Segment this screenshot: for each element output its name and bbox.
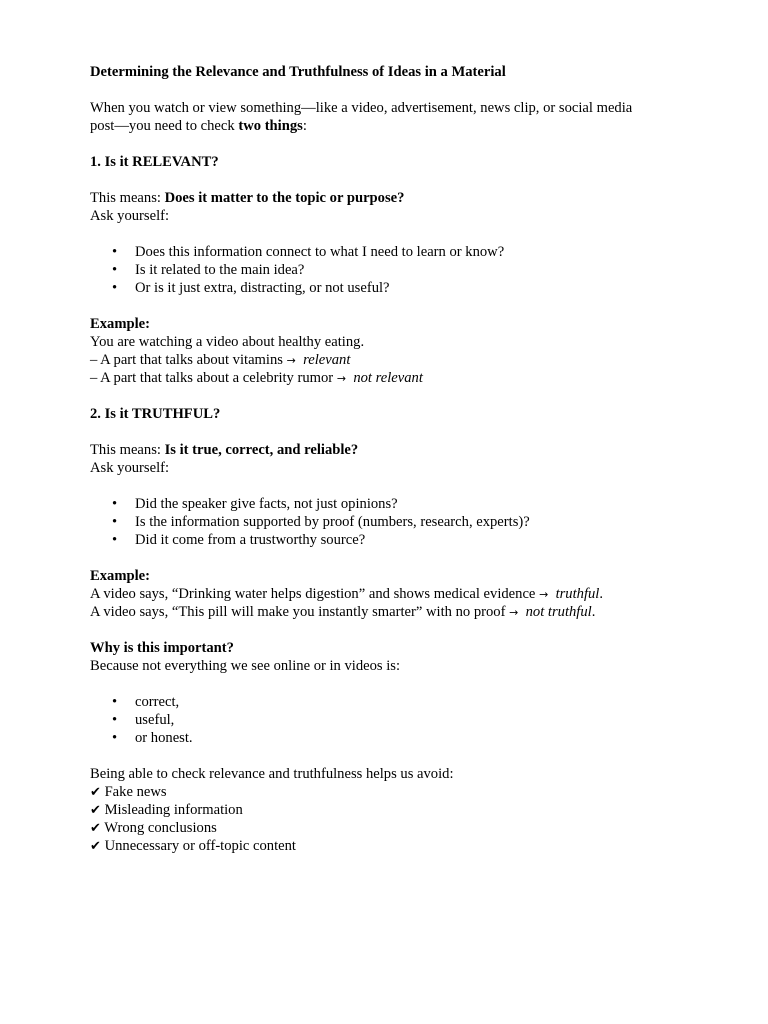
checkmark-icon: ✔ [90, 821, 101, 836]
arrow-icon: → [539, 588, 549, 601]
truthful-example-line-2: A video says, “This pill will make you instantly smarter” with no proof → not truthful. [90, 604, 596, 620]
relevant-heading: 1. Is it RELEVANT? [90, 154, 219, 170]
checkmark-icon: ✔ [90, 803, 101, 818]
relevant-example-line-3: – A part that talks about a celebrity rumor → not relevant [90, 370, 423, 386]
bullet-icon: • [112, 532, 118, 548]
bullet-icon: • [112, 514, 118, 530]
list-item: • Is the information supported by proof (numbers, research, experts)? [112, 514, 530, 530]
relevant-example-line-1: You are watching a video about healthy eating. [90, 334, 365, 350]
bullet-icon: • [112, 694, 118, 710]
checklist-item: ✔ Fake news [90, 784, 167, 800]
intro-line-2: post—you need to check two things: [90, 118, 307, 134]
list-item: • useful, [112, 712, 175, 728]
arrow-icon: → [286, 354, 296, 367]
relevant-example-label: Example: [90, 316, 150, 332]
importance-bullet-list [90, 693, 690, 747]
intro-line-1: When you watch or view something—like a video, advertisement, news clip, or social media [90, 100, 633, 116]
arrow-icon: → [509, 606, 519, 619]
checklist-item: ✔ Unnecessary or off-topic content [90, 838, 296, 854]
truthful-means: This means: Is it true, correct, and reliable? [90, 442, 359, 458]
arrow-icon: → [336, 372, 347, 385]
list-item: • Is it related to the main idea? [112, 262, 305, 278]
relevant-ask: Ask yourself: [90, 208, 170, 224]
list-item: • Did the speaker give facts, not just opinions? [112, 496, 398, 512]
list-item: • or honest. [112, 730, 193, 746]
bullet-icon: • [112, 712, 118, 728]
checkmark-icon: ✔ [90, 785, 101, 800]
importance-heading: Why is this important? [90, 640, 234, 656]
list-item: • Did it come from a trustworthy source? [112, 532, 366, 548]
bullet-icon: • [112, 496, 118, 512]
relevant-means: This means: Does it matter to the topic or purpose? [90, 190, 405, 206]
relevant-bullet-list [90, 243, 690, 297]
list-item: • Does this information connect to what I need to learn or know? [112, 244, 505, 260]
truthful-ask: Ask yourself: [90, 460, 170, 476]
bullet-icon: • [112, 262, 118, 278]
bullet-icon: • [112, 244, 118, 260]
bullet-icon: • [112, 730, 118, 746]
checklist-item: ✔ Misleading information [90, 802, 243, 818]
checkmark-icon: ✔ [90, 839, 101, 854]
truthful-bullet-list [90, 495, 690, 549]
checklist-item: ✔ Wrong conclusions [90, 820, 217, 836]
document-title: Determining the Relevance and Truthfulness of Ideas in a Material [90, 64, 506, 80]
truthful-example-line-1: A video says, “Drinking water helps digestion” and shows medical evidence → truthful. [90, 586, 604, 602]
avoid-intro: Being able to check relevance and truthfulness helps us avoid: [90, 766, 454, 782]
truthful-heading: 2. Is it TRUTHFUL? [90, 406, 221, 422]
list-item: • correct, [112, 694, 180, 710]
document-page [90, 63, 690, 855]
list-item: • Or is it just extra, distracting, or not useful? [112, 280, 390, 296]
relevant-example-line-2: – A part that talks about vitamins → relevant [90, 352, 351, 368]
truthful-example-label: Example: [90, 568, 150, 584]
bullet-icon: • [112, 280, 118, 296]
importance-line: Because not everything we see online or in videos is: [90, 658, 401, 674]
